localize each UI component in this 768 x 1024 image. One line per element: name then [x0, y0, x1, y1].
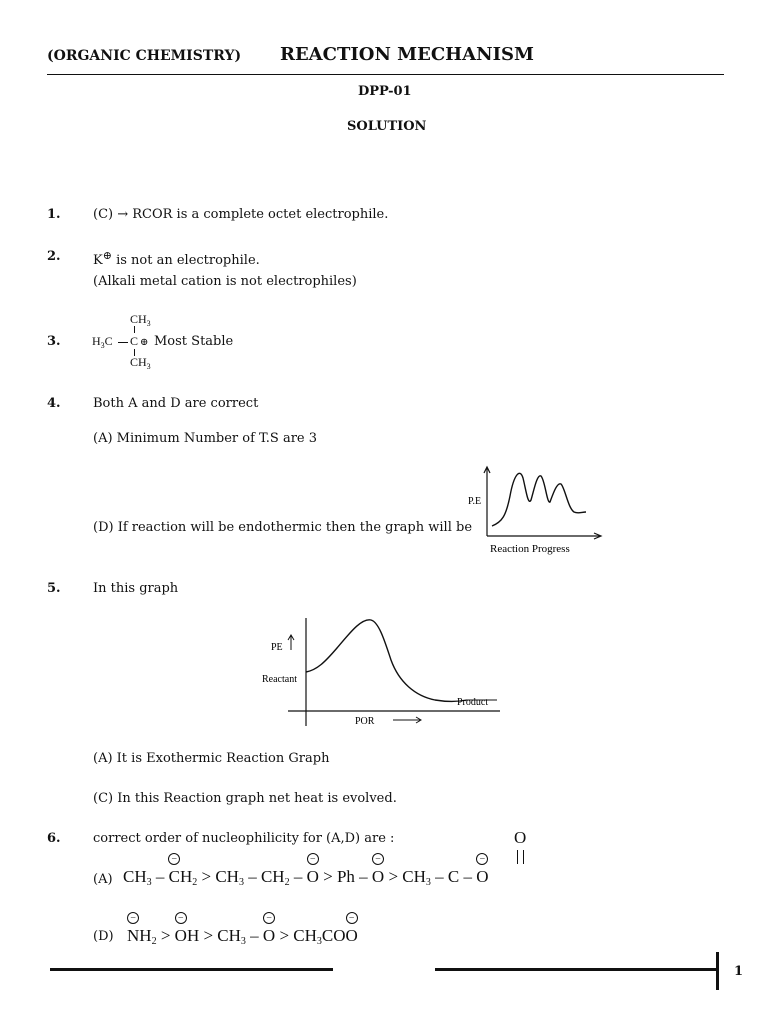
q3-top-group: $CH_3$	[130, 312, 151, 328]
page-number: 1	[734, 964, 744, 979]
q6-option-a-label: (A)	[93, 872, 113, 887]
q3-bond-left	[118, 342, 128, 343]
minus-circle-icon: –	[476, 853, 488, 865]
q5-option-c: (C) In this Reaction graph net heat is evolved.	[93, 791, 397, 806]
q3-bond-top	[134, 326, 135, 333]
q5-pe-label: PE	[271, 642, 283, 653]
footer-rule-right	[435, 968, 718, 971]
q2-number: 2.	[47, 249, 61, 264]
minus-circle-icon: –	[346, 912, 358, 924]
q2-rest: is not an electrophile.	[111, 253, 260, 268]
minus-circle-icon: –	[263, 912, 275, 924]
q5-energy-curve	[306, 620, 467, 702]
footer-rule-left	[50, 968, 333, 971]
q4-number: 4.	[47, 396, 61, 411]
q4-energy-curve	[492, 473, 586, 526]
q3-number: 3.	[47, 334, 61, 349]
subject-label: (ORGANIC CHEMISTRY)	[47, 48, 242, 64]
q5-number: 5.	[47, 581, 61, 596]
q3-bottom-group: $CH_3$	[130, 355, 151, 371]
footer-rule-end-tick	[716, 952, 719, 990]
q5-graph	[255, 612, 505, 730]
q6-option-a-order: $CH_3$ – C – $H_2 > CH_3 - CH_2 - O$ – > Ph – O – > $CH_3$ – C – O –	[123, 853, 489, 888]
q3-center-atom: C ⊕	[130, 334, 149, 348]
q1-text: (C) → RCOR is a complete octet electrophile.	[93, 207, 389, 222]
q4-text: Both A and D are correct	[93, 396, 259, 411]
plus-circle-icon: ⊕	[102, 249, 112, 262]
q1-number: 1.	[47, 207, 61, 222]
q6-double-bond-2	[523, 850, 524, 864]
q6-option-d-order: N – $H_2 > O$ – $H > CH_3 - O$ – > $CH_3COO$ –	[127, 912, 358, 947]
q2-k: K	[93, 253, 103, 268]
header-rule	[47, 74, 724, 75]
q2-line2: (Alkali metal cation is not electrophiles)	[93, 274, 357, 289]
minus-circle-icon: –	[372, 853, 384, 865]
q6-option-d-label: (D)	[93, 929, 114, 944]
q2-text	[93, 249, 260, 268]
q4-ylabel: P.E	[468, 496, 482, 507]
minus-circle-icon: –	[168, 853, 180, 865]
q5-text: In this graph	[93, 581, 179, 596]
q4-option-d: (D) If reaction will be endothermic then the graph will be	[93, 520, 473, 535]
q5-product-label: Product	[457, 697, 489, 708]
solution-label: SOLUTION	[347, 119, 427, 134]
page-title: REACTION MECHANISM	[280, 44, 534, 65]
minus-circle-icon: –	[175, 912, 187, 924]
plus-circle-icon: ⊕	[140, 337, 149, 348]
minus-circle-icon: –	[307, 853, 319, 865]
q6-number: 6.	[47, 831, 61, 846]
q6-carbonyl-oxygen: O	[514, 828, 527, 847]
q6-text: correct order of nucleophilicity for (A,D) are :	[93, 831, 395, 846]
q4-xlabel: Reaction Progress	[490, 543, 570, 555]
q5-option-a: (A) It is Exothermic Reaction Graph	[93, 751, 330, 766]
q6-double-bond-1	[517, 850, 518, 864]
q5-por-label: POR	[355, 716, 375, 727]
q4-option-a: (A) Minimum Number of T.S are 3	[93, 431, 318, 446]
q5-reactant-label: Reactant	[262, 674, 297, 685]
q3-label: Most Stable	[154, 334, 234, 349]
q3-left-group: $H_3C$	[92, 334, 113, 350]
q4-graph	[460, 460, 610, 560]
minus-circle-icon: –	[127, 912, 139, 924]
dpp-label: DPP-01	[358, 84, 412, 99]
q3-structure	[92, 310, 252, 372]
